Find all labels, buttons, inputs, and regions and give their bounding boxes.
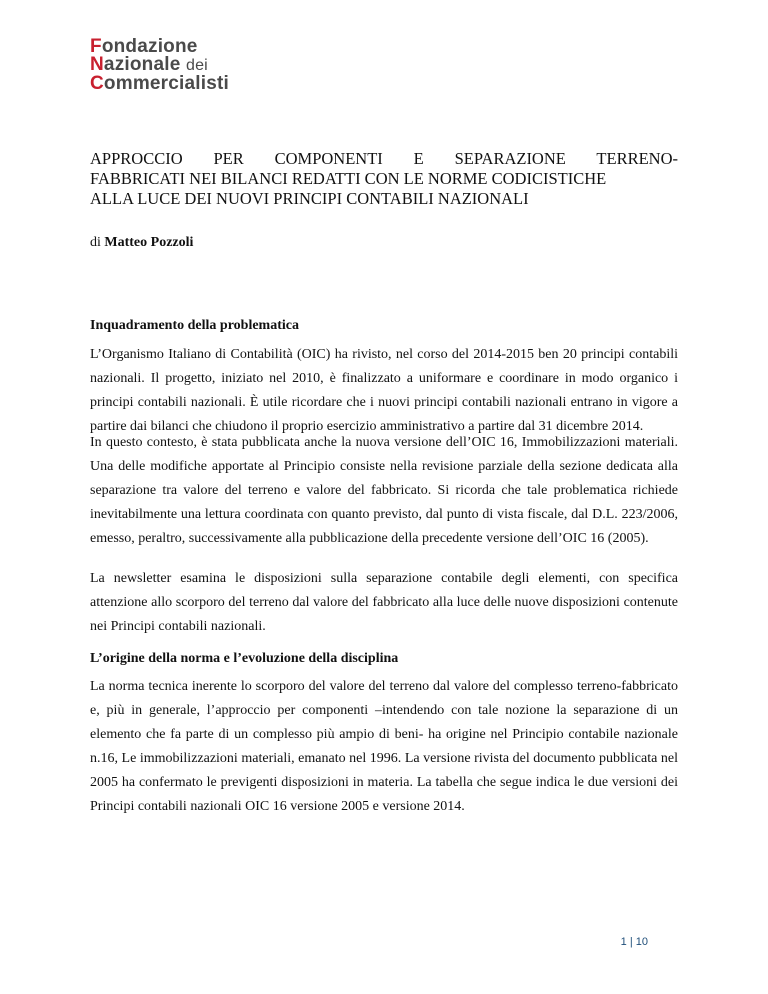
foundation-logo [90,38,229,93]
logo-initial: N [90,54,104,75]
author-name: Matteo Pozzoli [104,235,194,250]
logo-initial: F [90,36,102,57]
paragraph: La newsletter esamina le disposizioni sulla separazione contabile degli elementi, con specifica attenzione allo scorporo del terreno dal valore del fabbricato alla luce delle nuove disposizioni contenute nei Principi contabili nazionali. [90,571,678,634]
title-line: FABBRICATI NEI BILANCI REDATTI CON LE NORME CODICISTICHE [90,169,607,188]
logo-text: azionale [103,54,181,75]
logo-initial: C [90,73,104,94]
paragraph: L’Organismo Italiano di Contabilità (OIC) ha rivisto, nel corso del 2014-2015 ben 20 principi contabili nazionali. Il progetto, iniziato nel 2010, è finalizzato a uniformare e coordinare in modo organico i principi contabili nazionali. È utile ricordare che i nuovi principi contabili nazionali entrano in vigore a partire dai bilanci che chiudono il proprio esercizio amministrativo a partire dal 31 dicembre 2014. [90,347,678,434]
logo-text: ommercialisti [103,73,230,94]
document-title [90,149,678,209]
title-line: ALLA LUCE DEI NUOVI PRINCIPI CONTABILI NAZIONALI [90,189,529,208]
section-heading: L’origine della norma e l’evoluzione della disciplina [90,651,399,666]
author-line [90,235,193,251]
paragraph: La norma tecnica inerente lo scorporo del valore del terreno dal valore del complesso terreno-fabbricato e, più in generale, l’approccio per componenti –intendendo con tale nozione la separazione di un elemento che fa parte di un complesso più ampio di beni- ha origine nel Principio contabile nazionale n.16, Le immobilizzazioni materiali, emanato nel 1996. La versione rivista del documento pubblicata nel 2005 ha confermato le previgenti disposizioni in materia. La tabella che segue indica le due versioni dei Principi contabili nazionali OIC 16 versione 2005 e versione 2014. [90,679,678,814]
title-line: APPROCCIO PER COMPONENTI E SEPARAZIONE TERRENO- [90,149,678,168]
logo-text: dei [185,57,208,74]
logo-text: ondazione [101,36,198,57]
section-heading: Inquadramento della problematica [90,318,299,333]
page-number: 1 | 10 [620,936,648,948]
author-prefix: di [90,235,101,250]
paragraph: In questo contesto, è stata pubblicata anche la nuova versione dell’OIC 16, Immobilizzazioni materiali. Una delle modifiche apportate al Principio consiste nella revisione parziale della sezione dedicata alla separazione tra valore del terreno e valore del fabbricato. Si ricorda che tale problematica richiede inevitabilmente una lettura coordinata con quanto previsto, dal punto di vista fiscale, dal D.L. 223/2006, emesso, peraltro, successivamente alla pubblicazione della precedente versione dell’OIC 16 (2005). [90,435,678,546]
